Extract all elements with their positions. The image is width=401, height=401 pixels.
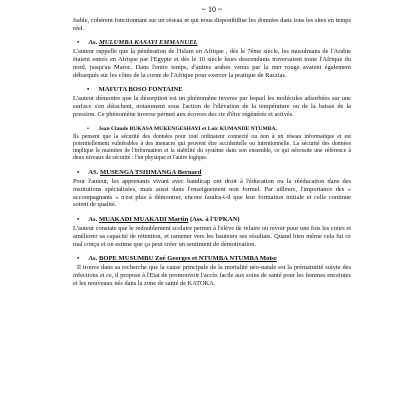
section-heading	[73, 125, 351, 133]
section-text: L'auteur démontre que la désorption est un phénomène inverse par lequel les molécules adsorbées sur une surface s'en détachent, notamment sous l'action de l'élévation de la température ou de la baisse de la pression. Ce phénomène inverse permet aux écorces des riz d'être régénérés et activés.	[73, 95, 351, 118]
author-prefix: AS.	[88, 169, 99, 177]
section-text: Pour l'auteur, les apprenants vivant avec handicap ont droit à l'éducation ou la rééducation dans des institutions spécialisées, mais aussi dans l'enseignement non formel. Par ailleurs, l'importance des « accompagnants » n'est plus à démontrer, encore faudra-t-il que leur formation initiale et celle continue soient de qualité.	[73, 178, 351, 209]
section-mulumba	[73, 39, 351, 79]
author-name: BOPE MUSUMBU Zoé Georges et NTUMBA NTUMBA Moïse	[98, 255, 277, 263]
author-name: MAFUTA BOSO FONTAINE	[98, 86, 183, 94]
section-heading	[73, 86, 351, 94]
section-text: L'auteur rappelle que la pénétration de l'Islam en Afrique , dès le 7ème siècle, les musulmans de l'Arabie étaient entrés en Afrique par l'Egypte et dès le 10 siècle leurs descendants traversaient toute l'Afrique du nord, jusqu'au Maroc. Dans l'entre temps, d'autres arabes venus par la mer rouge avaient également débarqués sur les côtes de la corne de l'Afrique pour exercer la pratique de Razzias.	[73, 48, 351, 79]
section-text: L'auteur constate que le redoublement scolaire permet à l'élève de refaire ou revoir pour une fois les cours et améliorer sa capacité de rétention, et ramener vers les hauteurs ses résultats. Quand bien même cela fut ce mal conçu et on estime que ça peut créer un sentiment de démotivation.	[73, 225, 351, 248]
section-heading	[73, 169, 351, 177]
author-name: MUAKADI MUAKADI Martin	[98, 216, 189, 224]
intro-paragraph: fiable, cohérent fonctionnant sur un réseau et qui nous disponibilise les données dans tous les sites en temps réel.	[73, 17, 351, 32]
bullet-icon: •	[87, 126, 89, 133]
bullet-icon: •	[77, 216, 80, 224]
author-affiliation: (Ass. à l'UPKAN)	[189, 216, 240, 224]
section-muakadi	[73, 216, 351, 248]
author-prefix: As.	[88, 39, 98, 47]
section-mafuta	[73, 86, 351, 118]
bullet-icon: •	[77, 39, 80, 47]
author-name: MUSENGA TSHIMANGA Bernard	[100, 169, 202, 177]
author-name: Jean Claude BUKASA MUKENGESHAYI et Loïc KUMANDE NTUMBA,	[98, 126, 277, 133]
bullet-icon: •	[77, 169, 80, 177]
section-heading	[73, 39, 351, 47]
author-prefix: As.	[88, 255, 98, 263]
page-number: ~ 10 ~	[201, 5, 223, 14]
author-prefix: As.	[88, 216, 98, 224]
section-text: Il trouve dans sa recherche que la cause principale de la mortalité néo-natale est la prématurité suivie des infections et ce, il propose à l'Etat de promouvoir l'accès facile aux soins de santé pour les femmes enceintes et les nouveaux nés dans la zone de santé de KATOKA.	[73, 264, 351, 287]
bullet-icon: •	[87, 86, 90, 94]
section-bope	[73, 255, 351, 287]
section-heading	[73, 216, 351, 224]
author-name: MULUMBA KASAYI EMMANUEL	[98, 39, 198, 47]
section-bukasa	[73, 125, 351, 162]
bullet-icon: •	[77, 255, 80, 263]
section-heading	[73, 255, 351, 263]
section-musenga	[73, 169, 351, 209]
section-text: Ils pensent que la sécurité des données pour tout ordinateur connecté ou non à un réseau informatique et est potentiellement vulnérables à des menaces qui peuvent être accidentelle ou intentionnelle. La sécurité des données implique le maintien de l'information et la stabilité du système dans son ensemble, ce qui nécessite une référence à deux niveaux de sécurité : l'un physique et l'autre logique.	[73, 134, 351, 162]
